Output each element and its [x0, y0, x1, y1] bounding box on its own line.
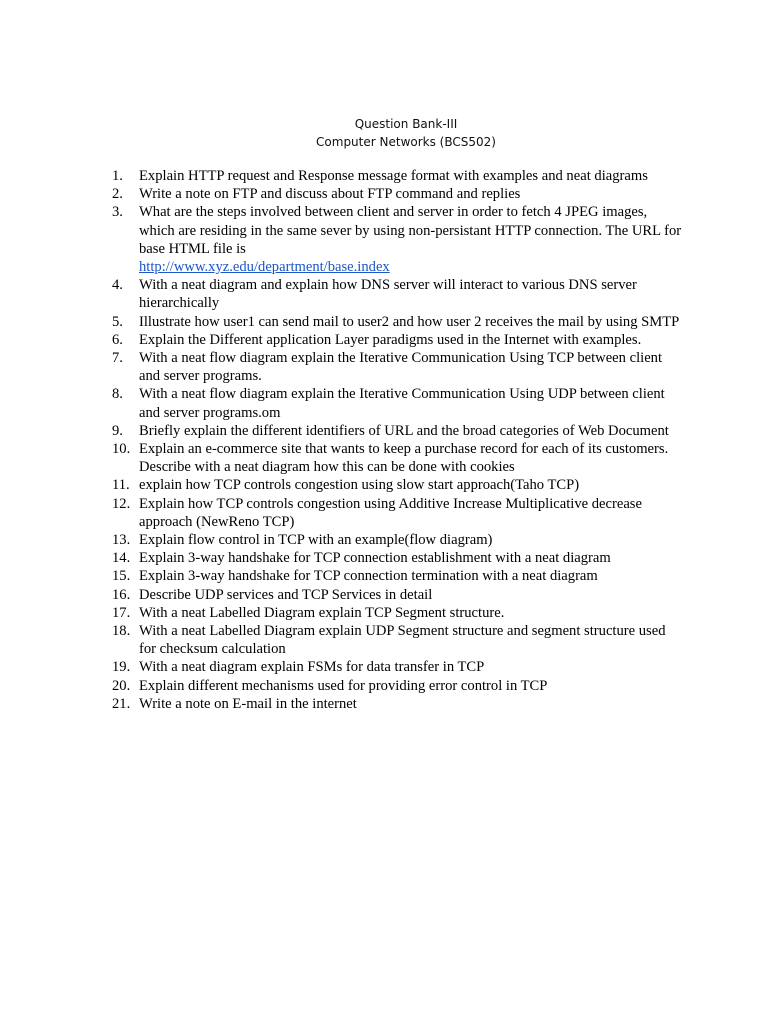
- question-text: Briefly explain the different identifiers of URL and the broad categories of Web Document: [139, 422, 669, 439]
- question-item: [112, 677, 682, 695]
- question-number: 4.: [112, 277, 123, 294]
- question-number: 5.: [112, 313, 123, 330]
- question-text: With a neat Labelled Diagram explain TCP Segment structure.: [139, 604, 505, 621]
- question-text: Describe UDP services and TCP Services in detail: [139, 586, 433, 603]
- question-text: With a neat diagram explain FSMs for data transfer in TCP: [139, 659, 485, 676]
- question-number: 13.: [112, 532, 131, 549]
- question-number: 14.: [112, 550, 131, 567]
- document-subtitle: Computer Networks (BCS502): [316, 135, 496, 149]
- question-number: 1.: [112, 168, 123, 184]
- question-number: 20.: [112, 677, 131, 694]
- question-item: [112, 185, 682, 203]
- question-item: [112, 440, 682, 476]
- question-number: 9.: [112, 422, 123, 439]
- question-number: 7.: [112, 350, 123, 367]
- question-item: [112, 313, 682, 331]
- question-item: [112, 586, 682, 604]
- question-number: 21.: [112, 695, 131, 712]
- question-number: 12.: [112, 495, 131, 512]
- question-number: 2.: [112, 186, 123, 203]
- question-number: 10.: [112, 441, 131, 458]
- document-header: [0, 115, 768, 151]
- question-item: [112, 349, 682, 385]
- question-text: Explain different mechanisms used for providing error control in TCP: [139, 677, 548, 694]
- question-number: 16.: [112, 586, 131, 603]
- question-text: Explain an e-commerce site that wants to keep a purchase record for each of its customers. Describe with a neat diagram how this can be done with cookies: [139, 441, 669, 476]
- question-item: [112, 385, 682, 421]
- question-text: What are the steps involved between client and server in order to fetch 4 JPEG images, which are residing in the same sever by using non-persistant HTTP connection. The URL for base HTML file is: [139, 204, 682, 257]
- question-item: [112, 203, 682, 276]
- question-item: [112, 476, 682, 494]
- question-item: [112, 495, 682, 531]
- question-list: [112, 167, 682, 713]
- question-item: [112, 622, 682, 658]
- question-text: Write a note on E-mail in the internet: [139, 695, 357, 712]
- question-number: 11.: [112, 477, 130, 494]
- question-item: [112, 549, 682, 567]
- question-text: Explain flow control in TCP with an example(flow diagram): [139, 532, 493, 549]
- question-text: With a neat Labelled Diagram explain UDP Segment structure and segment structure used for checksum calculation: [139, 623, 666, 658]
- question-number: 3.: [112, 204, 123, 221]
- question-item: [112, 604, 682, 622]
- question-number: 8.: [112, 386, 123, 403]
- question-item: [112, 567, 682, 585]
- base-html-url-link[interactable]: http://www.xyz.edu/department/base.index: [139, 259, 390, 276]
- question-text: With a neat flow diagram explain the Iterative Communication Using UDP between client and server programs.om: [139, 386, 665, 421]
- question-text: Explain 3-way handshake for TCP connection termination with a neat diagram: [139, 568, 598, 585]
- question-text: Explain the Different application Layer paradigms used in the Internet with examples.: [139, 331, 642, 348]
- question-text: Illustrate how user1 can send mail to user2 and how user 2 receives the mail by using SMTP: [139, 313, 680, 330]
- question-item: [112, 531, 682, 549]
- question-text: explain how TCP controls congestion using slow start approach(Taho TCP): [139, 477, 580, 494]
- question-text: Explain how TCP controls congestion using Additive Increase Multiplicative decrease approach (NewReno TCP): [139, 495, 642, 530]
- question-item: [112, 422, 682, 440]
- question-text: Explain 3-way handshake for TCP connection establishment with a neat diagram: [139, 550, 611, 567]
- question-number: 17.: [112, 604, 131, 621]
- question-number: 18.: [112, 623, 131, 640]
- document-title: Question Bank-III: [354, 117, 458, 131]
- question-number: 6.: [112, 331, 123, 348]
- question-text: With a neat flow diagram explain the Iterative Communication Using TCP between client and server programs.: [139, 350, 663, 385]
- question-number: 15.: [112, 568, 131, 585]
- question-text: Write a note on FTP and discuss about FTP command and replies: [139, 186, 521, 203]
- question-item: [112, 695, 682, 713]
- question-item: [112, 167, 682, 185]
- question-number: 19.: [112, 659, 131, 676]
- question-text: Explain HTTP request and Response message format with examples and neat diagrams: [139, 168, 648, 184]
- question-item: [112, 331, 682, 349]
- question-item: [112, 276, 682, 312]
- question-text: With a neat diagram and explain how DNS server will interact to various DNS server hierarchically: [139, 277, 637, 312]
- question-item: [112, 658, 682, 676]
